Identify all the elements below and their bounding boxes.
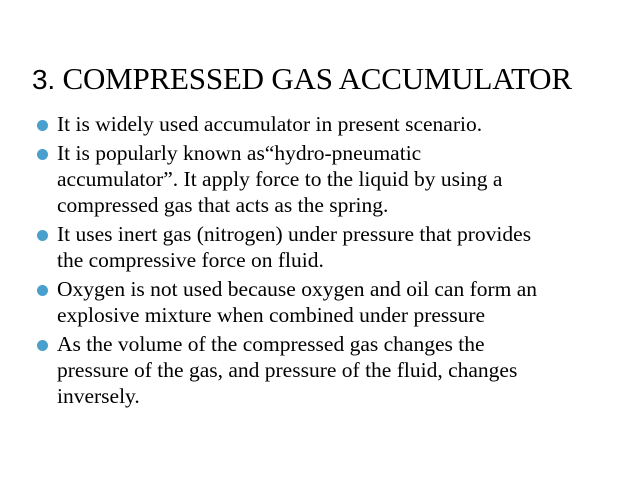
bullet-text: the compressive force on fluid. xyxy=(57,248,324,272)
bullet-text: It is widely used accumulator in present scenario. xyxy=(57,112,483,136)
bullet-text: It is popularly known as“hydro-pneumatic xyxy=(57,141,422,165)
bullet-dot-icon xyxy=(37,120,48,131)
bullet-item xyxy=(37,331,627,409)
bullet-item xyxy=(37,140,627,218)
slide-title-number: 3. xyxy=(32,64,55,95)
bullet-text: It uses inert gas (nitrogen) under pressure that provides xyxy=(57,222,532,246)
bullet-list xyxy=(37,111,627,412)
bullet-text: inversely. xyxy=(57,384,140,408)
bullet-text: explosive mixture when combined under pressure xyxy=(57,303,486,327)
slide-title xyxy=(32,61,572,98)
bullet-text: Oxygen is not used because oxygen and oil can form an xyxy=(57,277,538,301)
bullet-item xyxy=(37,111,627,137)
bullet-text: pressure of the gas, and pressure of the fluid, changes xyxy=(57,358,518,382)
bullet-dot-icon xyxy=(37,149,48,160)
bullet-text: accumulator”. It apply force to the liquid by using a xyxy=(57,167,503,191)
bullet-dot-icon xyxy=(37,230,48,241)
bullet-text: As the volume of the compressed gas changes the xyxy=(57,332,485,356)
bullet-item xyxy=(37,276,627,328)
bullet-item xyxy=(37,221,627,273)
slide-title-text: COMPRESSED GAS ACCUMULATOR xyxy=(62,61,572,96)
bullet-dot-icon xyxy=(37,340,48,351)
bullet-dot-icon xyxy=(37,285,48,296)
bullet-text: compressed gas that acts as the spring. xyxy=(57,193,389,217)
